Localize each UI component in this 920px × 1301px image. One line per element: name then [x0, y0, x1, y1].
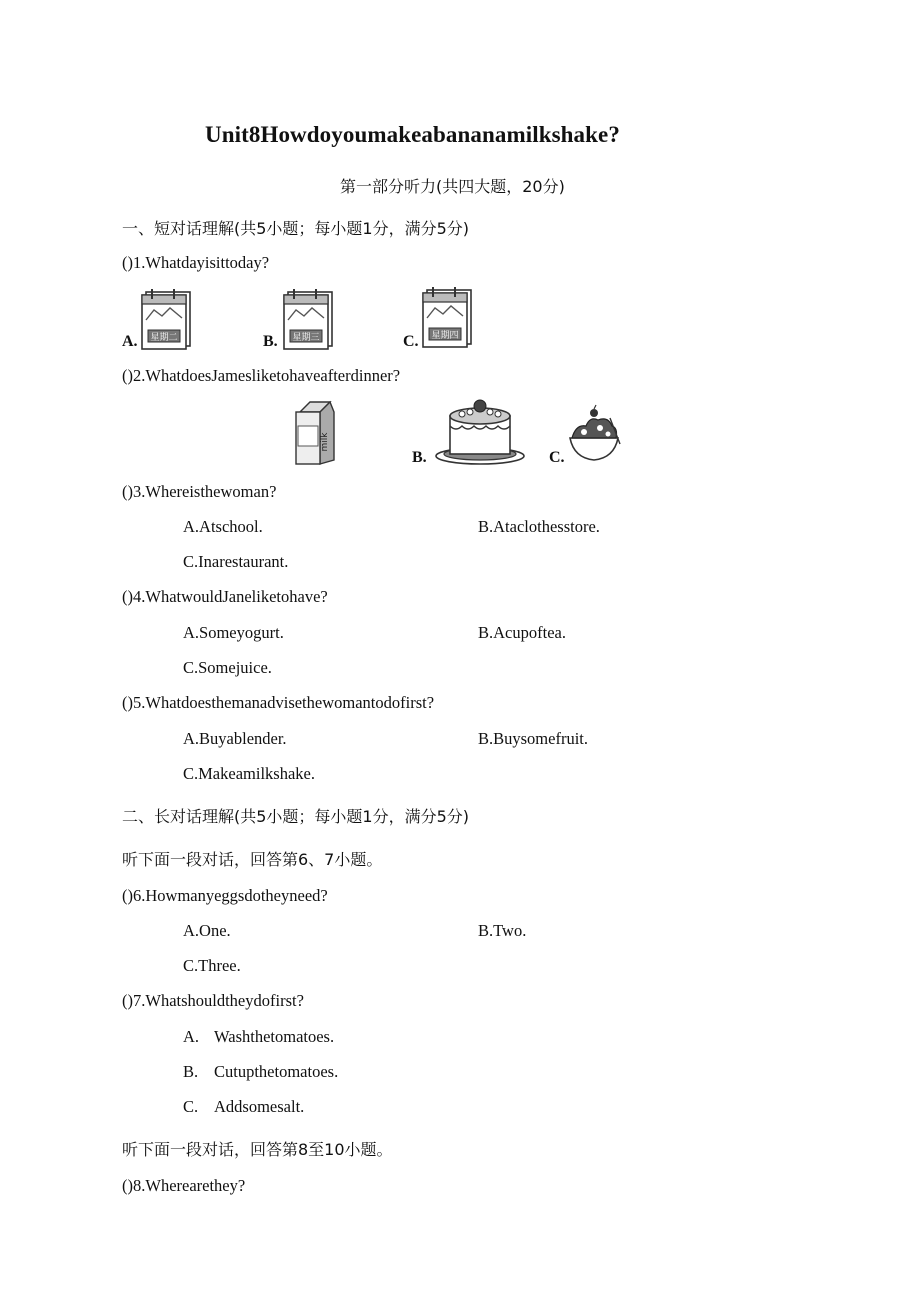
q7-option-b-letter: B.: [183, 1062, 199, 1081]
q7-option-c-letter: C.: [183, 1097, 199, 1116]
q4-option-b: B.Acupoftea.: [478, 623, 566, 642]
section-2-heading: 二、长对话理解(共5小题；每小题1分，满分5分): [122, 807, 470, 826]
cake-icon: [434, 398, 526, 468]
part-heading: 第一部分听力(共四大题，20分): [340, 177, 565, 196]
question-3: ()3.Whereisthewoman?: [122, 482, 277, 501]
q3-option-c: C.Inarestaurant.: [183, 552, 289, 571]
question-1: ()1.Whatdayisittoday?: [122, 253, 270, 272]
q6-option-c: C.Three.: [183, 956, 241, 975]
ice-cream-icon: [566, 404, 622, 464]
q2-label-b: B.: [412, 449, 427, 466]
calendar-text-c: 星期四: [431, 331, 459, 341]
q1-label-b: B.: [263, 333, 278, 350]
question-6: ()6.Howmanyeggsdotheyneed?: [122, 886, 328, 905]
question-4: ()4.WhatwouldJaneliketohave?: [122, 587, 328, 606]
q6-option-a: A.One.: [183, 921, 231, 940]
q1-label-c: C.: [403, 333, 419, 350]
dialogue-intro-1: 听下面一段对话，回答第6、7小题。: [122, 850, 383, 869]
q5-option-c: C.Makeamilkshake.: [183, 764, 315, 783]
q4-option-a: A.Someyogurt.: [183, 623, 284, 642]
dialogue-intro-2: 听下面一段对话，回答第8至10小题。: [122, 1140, 393, 1159]
calendar-text-a: 星期二: [150, 333, 178, 343]
calendar-icon-b: [280, 286, 336, 350]
q3-option-b: B.Ataclothesstore.: [478, 517, 600, 536]
calendar-icon-a: [138, 286, 194, 350]
q5-option-b: B.Buysomefruit.: [478, 729, 588, 748]
calendar-text-b: 星期三: [292, 333, 320, 343]
milk-carton-icon: [292, 400, 338, 466]
q3-option-a: A.Atschool.: [183, 517, 263, 536]
q7-option-a-letter: A.: [183, 1027, 200, 1046]
question-7: ()7.Whatshouldtheydofirst?: [122, 991, 304, 1010]
q7-option-a: Washthetomatoes.: [214, 1027, 335, 1046]
question-8: ()8.Wherearethey?: [122, 1176, 246, 1195]
section-1-heading: 一、短对话理解(共5小题；每小题1分，满分5分): [122, 219, 470, 238]
q2-label-c: C.: [549, 449, 565, 466]
milk-carton-text: milk: [320, 432, 330, 452]
question-5: ()5.Whatdoesthemanadvisethewomantodofirst?: [122, 693, 435, 712]
q7-option-c: Addsomesalt.: [214, 1097, 305, 1116]
q4-option-c: C.Somejuice.: [183, 658, 272, 677]
q1-label-a: A.: [122, 333, 138, 350]
q7-option-b: Cutupthetomatoes.: [214, 1062, 339, 1081]
q6-option-b: B.Two.: [478, 921, 527, 940]
calendar-icon-c: [419, 284, 475, 348]
page-title: Unit8Howdoyoumakeabananamilkshake?: [205, 122, 620, 147]
q5-option-a: A.Buyablender.: [183, 729, 287, 748]
question-2: ()2.WhatdoesJamesliketohaveafterdinner?: [122, 366, 401, 385]
